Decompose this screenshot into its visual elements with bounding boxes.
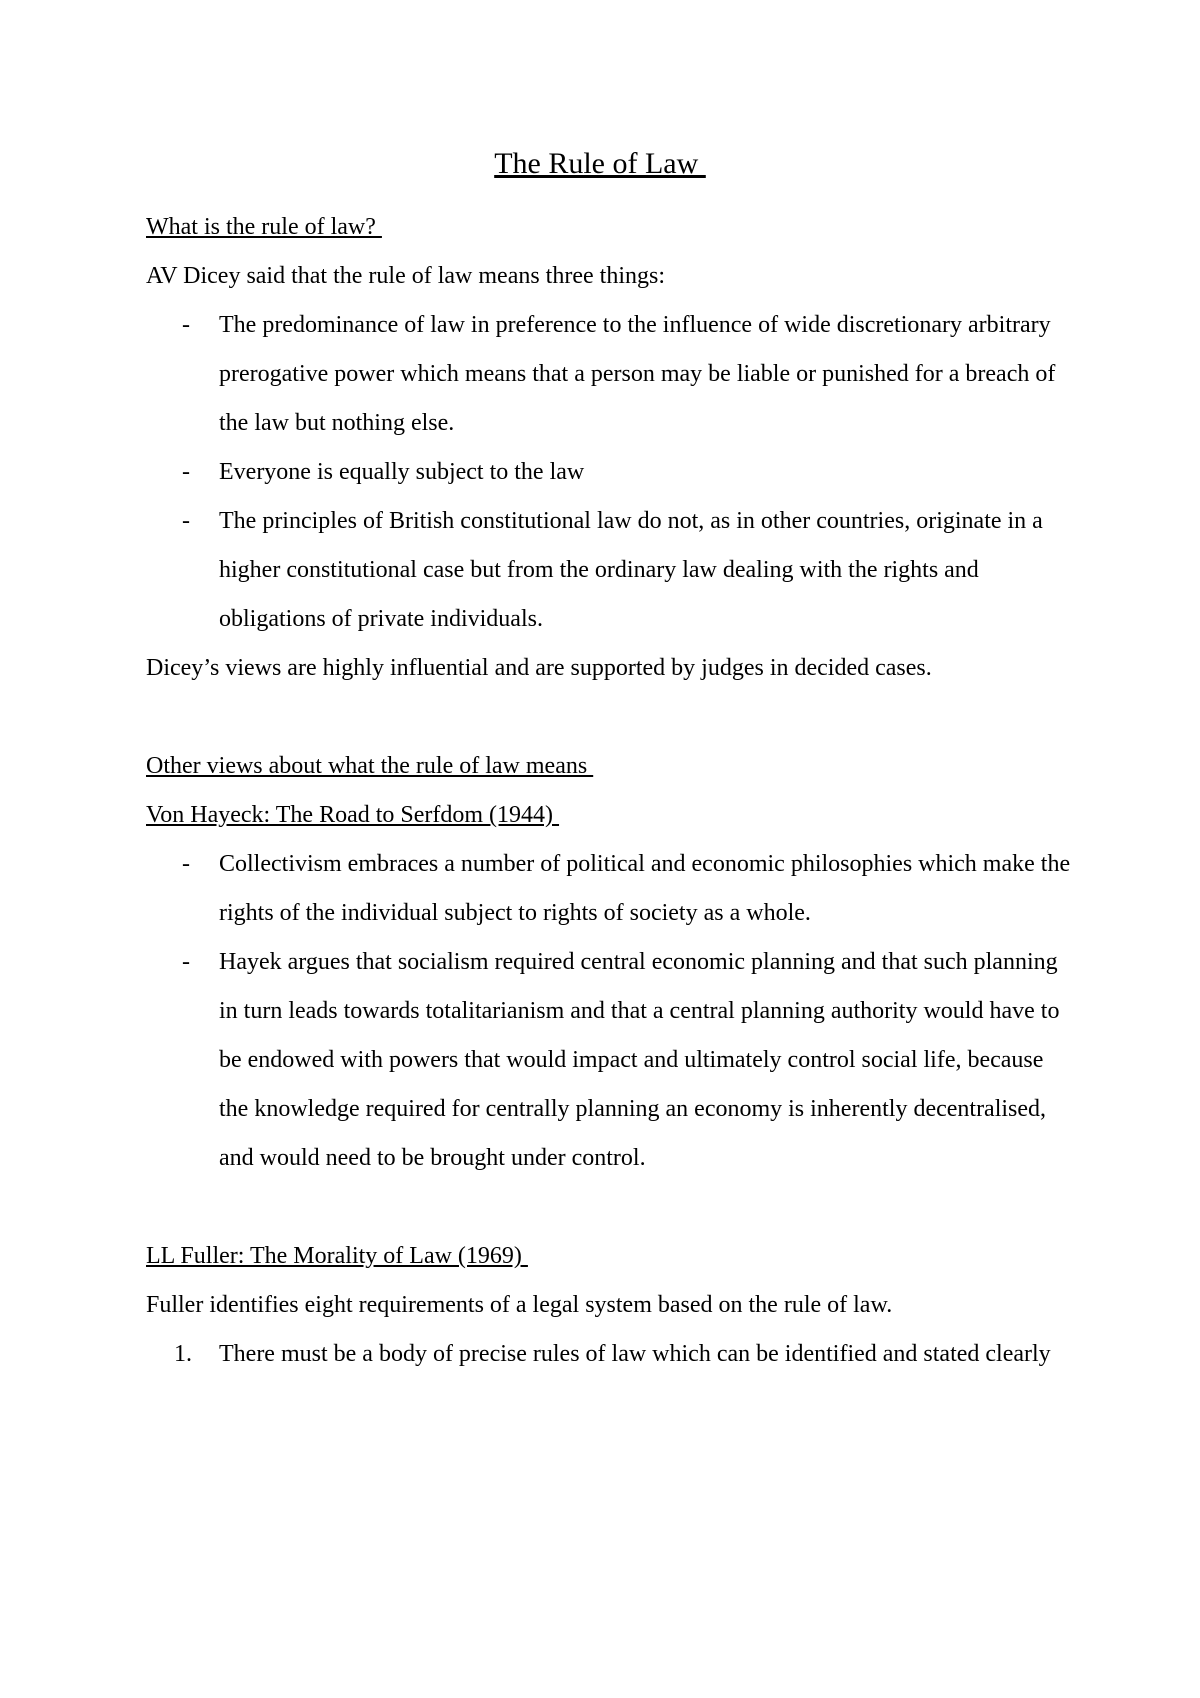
dicey-closing: Dicey’s views are highly influential and are supported by judges in decided cases. xyxy=(146,655,932,681)
bullet-dash: - xyxy=(182,508,190,534)
list-item: - Collectivism embraces a number of political and economic philosophies which make the rights of the individual subject to rights of society as a whole. xyxy=(146,840,1076,938)
spacer xyxy=(146,693,1076,742)
list-item: 1. There must be a body of precise rules of law which can be identified and stated clearly xyxy=(146,1330,1076,1379)
hayek-bullet-list xyxy=(146,840,1076,1183)
subheading-hayek: Von Hayeck: The Road to Serfdom (1944) xyxy=(146,802,560,828)
dicey-bullet-list xyxy=(146,301,1076,644)
bullet-dash: - xyxy=(182,312,190,338)
spacer xyxy=(146,1183,1076,1232)
page-title: The Rule of Law xyxy=(494,147,706,180)
dicey-intro: AV Dicey said that the rule of law means three things: xyxy=(146,263,665,289)
list-item: - The principles of British constitutional law do not, as in other countries, originate in a higher constitutional case but from the ordinary law dealing with the rights and obligations of private individuals. xyxy=(146,497,1076,644)
fuller-intro: Fuller identifies eight requirements of a legal system based on the rule of law. xyxy=(146,1292,893,1318)
list-item: - The predominance of law in preference to the influence of wide discretionary arbitrary prerogative power which means that a person may be liable or punished for a breach of the law but nothing else. xyxy=(146,301,1076,448)
subheading-fuller: LL Fuller: The Morality of Law (1969) xyxy=(146,1243,528,1269)
list-item: - Everyone is equally subject to the law xyxy=(146,448,1076,497)
section-heading-other-views: Other views about what the rule of law means xyxy=(146,753,594,779)
bullet-dash: - xyxy=(182,459,190,485)
list-item: - Hayek argues that socialism required central economic planning and that such planning in turn leads towards totalitarianism and that a central planning authority would have to be endowed with powers that would impact and ultimately control social life, because the knowledge required for centrally planning an economy is inherently decentralised, and would need to be brought under control. xyxy=(146,938,1076,1183)
list-number: 1. xyxy=(174,1341,192,1367)
section-heading-what-is-rule-of-law: What is the rule of law? xyxy=(146,214,382,240)
document-body xyxy=(146,203,1076,1379)
fuller-numbered-list xyxy=(146,1330,1076,1379)
bullet-dash: - xyxy=(182,851,190,877)
bullet-dash: - xyxy=(182,949,190,975)
